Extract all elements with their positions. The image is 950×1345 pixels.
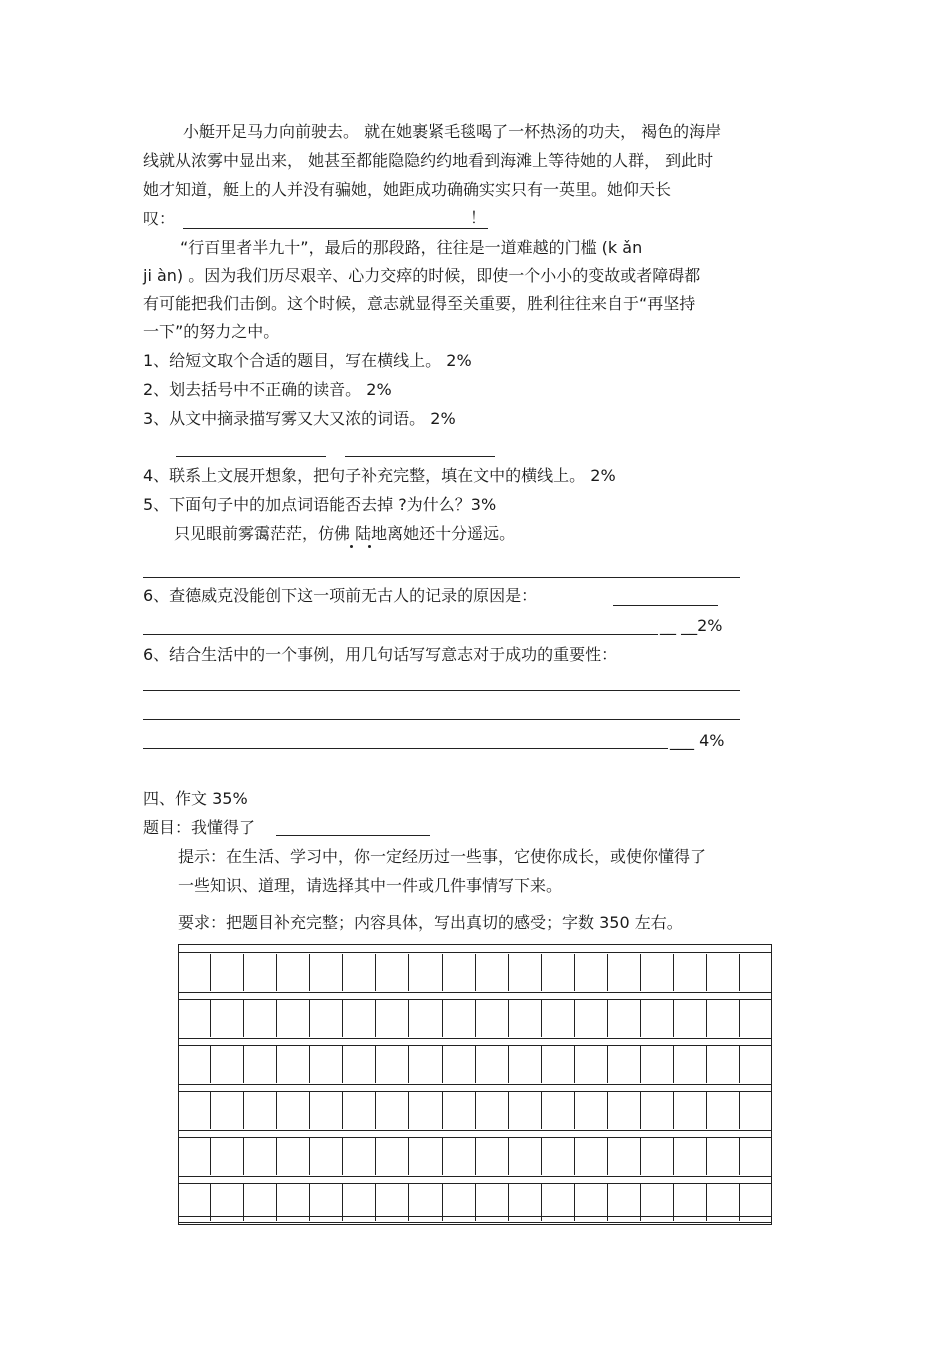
grid-cell[interactable] <box>476 954 509 991</box>
grid-cell[interactable] <box>608 1000 641 1037</box>
grid-cell[interactable] <box>310 1000 343 1037</box>
grid-cell[interactable] <box>509 1046 542 1083</box>
grid-cell[interactable] <box>641 1092 674 1129</box>
grid-row <box>178 1046 772 1083</box>
grid-row-separator <box>178 944 772 953</box>
grid-cell[interactable] <box>244 1000 277 1037</box>
grid-cell[interactable] <box>641 1138 674 1175</box>
grid-cell[interactable] <box>509 954 542 991</box>
grid-cell[interactable] <box>575 954 608 991</box>
grid-cell[interactable] <box>277 1138 310 1175</box>
grid-cell[interactable] <box>211 1138 244 1175</box>
grid-cell[interactable] <box>211 1000 244 1037</box>
grid-cell[interactable] <box>443 1046 476 1083</box>
grid-cell[interactable] <box>409 954 442 991</box>
grid-cell[interactable] <box>178 1046 211 1083</box>
grid-cell[interactable] <box>343 1092 376 1129</box>
grid-cell[interactable] <box>575 1138 608 1175</box>
emphasis-dot <box>350 545 353 548</box>
grid-cell[interactable] <box>740 1046 772 1083</box>
grid-cell[interactable] <box>343 954 376 991</box>
grid-cell[interactable] <box>310 1092 343 1129</box>
grid-cell[interactable] <box>740 1000 772 1037</box>
composition-heading: 四、作文 35% <box>143 789 248 808</box>
grid-cell[interactable] <box>476 1000 509 1037</box>
grid-cell[interactable] <box>476 1138 509 1175</box>
grid-cell[interactable] <box>310 1046 343 1083</box>
grid-cell[interactable] <box>277 954 310 991</box>
grid-row-separator <box>178 1216 772 1223</box>
answer-line-q6b-3[interactable] <box>143 748 668 749</box>
grid-cell[interactable] <box>376 1138 409 1175</box>
grid-cell[interactable] <box>575 1092 608 1129</box>
grid-cell[interactable] <box>641 954 674 991</box>
question-5-sentence: 只见眼前雾霭茫茫，仿佛 陆地离她还十分遥远。 <box>174 524 516 543</box>
grid-cell[interactable] <box>178 1000 211 1037</box>
grid-cell[interactable] <box>542 1138 575 1175</box>
grid-cell[interactable] <box>376 954 409 991</box>
grid-cell[interactable] <box>674 1000 707 1037</box>
passage-p2-line-3: 有可能把我们击倒。这个时候，意志就显得至关重要，胜利往往来自于“再坚持 <box>143 294 696 313</box>
grid-cell[interactable] <box>443 1092 476 1129</box>
grid-cell[interactable] <box>376 1046 409 1083</box>
grid-cell[interactable] <box>674 1046 707 1083</box>
grid-cell[interactable] <box>211 1046 244 1083</box>
grid-cell[interactable] <box>542 1000 575 1037</box>
grid-row-separator <box>178 1130 772 1138</box>
grid-cell[interactable] <box>178 1092 211 1129</box>
grid-cell[interactable] <box>277 1092 310 1129</box>
grid-cell[interactable] <box>641 1000 674 1037</box>
grid-cell[interactable] <box>211 1092 244 1129</box>
passage-line-1: 小艇开足马力向前驶去。 就在她裹紧毛毯喝了一杯热汤的功夫， 褐色的海岸 <box>183 122 722 141</box>
answer-blank-q3-b[interactable] <box>345 456 495 457</box>
grid-cell[interactable] <box>740 1138 772 1175</box>
passage-line-4-prefix: 叹： <box>143 209 176 228</box>
grid-cell[interactable] <box>542 1092 575 1129</box>
question-6b: 6、结合生活中的一个事例，用几句话写写意志对于成功的重要性： <box>143 645 618 664</box>
grid-cell[interactable] <box>277 1000 310 1037</box>
grid-cell[interactable] <box>509 1138 542 1175</box>
grid-cell[interactable] <box>707 1138 740 1175</box>
answer-blank-q3-a[interactable] <box>176 456 326 457</box>
grid-cell[interactable] <box>509 1092 542 1129</box>
answer-line-q5[interactable] <box>143 577 740 578</box>
emphasis-dot <box>368 545 371 548</box>
question-6b-score: ___ 4% <box>670 731 725 750</box>
question-3: 3、从文中摘录描写雾又大又浓的词语。 2% <box>143 409 456 428</box>
grid-cell[interactable] <box>310 954 343 991</box>
grid-cell[interactable] <box>310 1138 343 1175</box>
grid-row <box>178 1138 772 1175</box>
answer-line-q6a[interactable] <box>143 634 658 635</box>
grid-cell[interactable] <box>740 1092 772 1129</box>
grid-cell[interactable] <box>707 1000 740 1037</box>
question-6a-score: __ __2% <box>660 616 723 635</box>
grid-row <box>178 1000 772 1037</box>
grid-cell[interactable] <box>707 1046 740 1083</box>
grid-cell[interactable] <box>178 954 211 991</box>
grid-cell[interactable] <box>343 1046 376 1083</box>
question-5: 5、下面句子中的加点词语能否去掉 ?为什么？3% <box>143 495 497 514</box>
question-2: 2、划去括号中不正确的读音。 2% <box>143 380 392 399</box>
grid-cell[interactable] <box>443 1138 476 1175</box>
grid-cell[interactable] <box>244 1092 277 1129</box>
grid-cell[interactable] <box>244 1046 277 1083</box>
passage-p2-line-4: 一下”的努力之中。 <box>143 322 280 341</box>
grid-cell[interactable] <box>376 1000 409 1037</box>
grid-row-separator <box>178 1176 772 1184</box>
grid-cell[interactable] <box>277 1046 310 1083</box>
grid-row <box>178 954 772 991</box>
grid-cell[interactable] <box>244 954 277 991</box>
passage-p2-line-2: ji àn) 。因为我们历尽艰辛、心力交瘁的时候，即使一个小小的变故或者障碍都 <box>143 266 701 285</box>
grid-cell[interactable] <box>476 1046 509 1083</box>
grid-row-separator <box>178 1084 772 1092</box>
composition-title-label: 题目：我懂得了 <box>143 818 256 837</box>
grid-cell[interactable] <box>443 1000 476 1037</box>
question-6a: 6、查德威克没能创下这一项前无古人的记录的原因是： <box>143 586 538 605</box>
grid-cell[interactable] <box>707 1092 740 1129</box>
grid-cell[interactable] <box>178 1138 211 1175</box>
answer-line-q6b-1[interactable] <box>143 690 740 691</box>
grid-cell[interactable] <box>409 1046 442 1083</box>
grid-cell[interactable] <box>343 1138 376 1175</box>
grid-cell[interactable] <box>244 1138 277 1175</box>
grid-cell[interactable] <box>409 1000 442 1037</box>
answer-blank-q6a-inline[interactable] <box>613 605 718 606</box>
grid-cell[interactable] <box>409 1092 442 1129</box>
passage-p2-line-1: “行百里者半九十”，最后的那段路，往往是一道难越的门槛 (k ǎn <box>180 238 643 257</box>
grid-cell[interactable] <box>509 1000 542 1037</box>
grid-cell[interactable] <box>409 1138 442 1175</box>
grid-cell[interactable] <box>674 954 707 991</box>
passage-line-2: 线就从浓雾中显出来， 她甚至都能隐隐约约地看到海滩上等待她的人群， 到此时 <box>143 151 714 170</box>
passage-line-3: 她才知道，艇上的人并没有骗她，她距成功确确实实只有一英里。她仰天长 <box>143 180 672 199</box>
grid-cell[interactable] <box>376 1092 409 1129</box>
grid-cell[interactable] <box>674 1138 707 1175</box>
grid-cell[interactable] <box>575 1000 608 1037</box>
grid-cell[interactable] <box>608 1092 641 1129</box>
answer-line-q6b-2[interactable] <box>143 719 740 720</box>
composition-hint-line-2: 一些知识、道理，请选择其中一件或几件事情写下来。 <box>178 876 563 895</box>
question-4: 4、联系上文展开想象，把句子补充完整，填在文中的横线上。 2% <box>143 466 616 485</box>
answer-blank-sigh[interactable] <box>183 228 488 229</box>
composition-title-blank[interactable] <box>276 835 430 836</box>
grid-cell[interactable] <box>542 1046 575 1083</box>
grid-row-separator <box>178 992 772 1000</box>
grid-cell[interactable] <box>608 1138 641 1175</box>
grid-row <box>178 1092 772 1129</box>
composition-requirement: 要求：把题目补充完整；内容具体，写出真切的感受；字数 350 左右。 <box>178 913 683 932</box>
grid-cell[interactable] <box>608 1046 641 1083</box>
grid-cell[interactable] <box>211 954 244 991</box>
grid-cell[interactable] <box>343 1000 376 1037</box>
grid-cell[interactable] <box>608 954 641 991</box>
composition-hint-line-1: 提示：在生活、学习中，你一定经历过一些事，它使你成长，或使你懂得了 <box>178 847 707 866</box>
question-1: 1、给短文取个合适的题目，写在横线上。 2% <box>143 351 472 370</box>
composition-writing-grid[interactable] <box>178 944 772 1225</box>
grid-cell[interactable] <box>674 1092 707 1129</box>
grid-cell[interactable] <box>476 1092 509 1129</box>
grid-cell[interactable] <box>740 954 772 991</box>
grid-row-separator <box>178 1038 772 1046</box>
grid-cell[interactable] <box>443 954 476 991</box>
grid-cell[interactable] <box>641 1046 674 1083</box>
grid-cell[interactable] <box>707 954 740 991</box>
grid-cell[interactable] <box>542 954 575 991</box>
passage-line-4-suffix: ！ <box>470 208 487 227</box>
grid-cell[interactable] <box>575 1046 608 1083</box>
